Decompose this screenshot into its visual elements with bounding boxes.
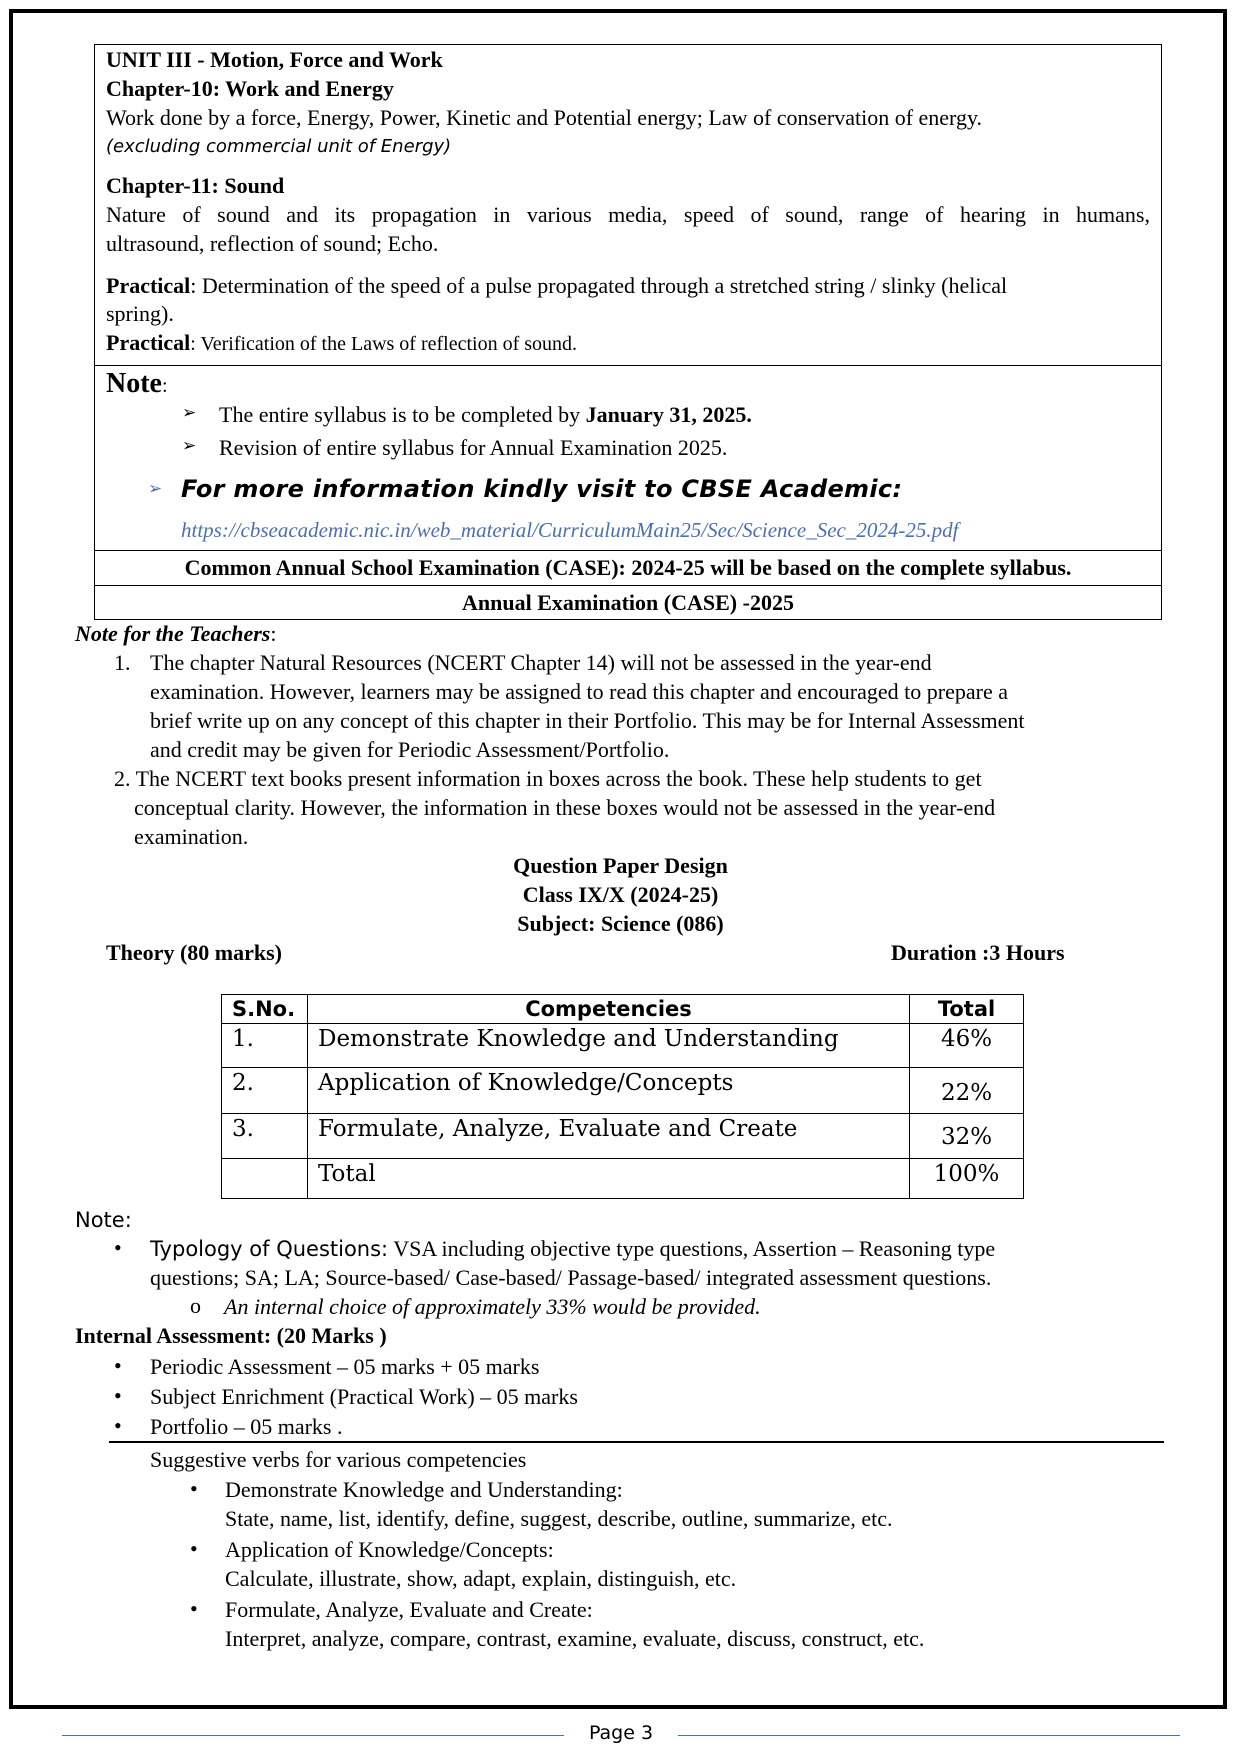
row-total: 100% xyxy=(910,1159,1024,1199)
row-number: 2. xyxy=(222,1068,308,1114)
teachers-note-1-line: The chapter Natural Resources (NCERT Chapter 14) will not be assessed in the year-end xyxy=(150,650,932,675)
chapter-11-text: Nature of sound and its propagation in various media, speed of sound, range of hearing in humans, xyxy=(106,202,1150,227)
design-title: Question Paper Design xyxy=(513,853,728,878)
chapter-11-text-cont: ultrasound, reflection of sound; Echo. xyxy=(106,231,439,256)
bullet-icon: • xyxy=(114,1413,122,1438)
note-box-heading xyxy=(106,366,168,404)
section-divider xyxy=(109,1441,1164,1443)
bullet-icon: • xyxy=(190,1476,198,1501)
cbse-info-text: For more information kindly visit to CBSE Academic: xyxy=(181,475,903,503)
practical-label: Practical xyxy=(106,273,191,298)
bullet-icon: • xyxy=(114,1383,122,1408)
arrow-bullet-icon: ➢ xyxy=(182,403,197,423)
arrow-bullet-icon: ➢ xyxy=(148,479,163,499)
bullet-icon: • xyxy=(190,1536,198,1561)
practical-1-text: : Determination of the speed of a pulse propagated through a stretched string / slinky (helical xyxy=(190,273,1008,298)
practical-label: Practical xyxy=(106,330,191,355)
row-competency: Demonstrate Knowledge and Understanding xyxy=(308,1024,910,1068)
teachers-note-heading xyxy=(75,620,276,648)
deadline-date: January 31, 2025. xyxy=(585,402,752,427)
practical-1 xyxy=(106,272,1150,300)
bullet-icon: • xyxy=(114,1235,122,1260)
table-total-row xyxy=(222,1159,1024,1199)
row-total: 22% xyxy=(910,1068,1024,1114)
arrow-bullet-icon: ➢ xyxy=(182,436,197,456)
row-competency: Total xyxy=(308,1159,910,1199)
row-competency: Formulate, Analyze, Evaluate and Create xyxy=(308,1114,910,1159)
bullet-icon: • xyxy=(114,1353,122,1378)
note-label: Note xyxy=(106,368,162,399)
note-item-deadline xyxy=(219,401,752,429)
note-item-text: The entire syllabus is to be completed by xyxy=(219,402,586,427)
footer-rule-right xyxy=(678,1735,1180,1736)
practical-2-text: : Verification of the Laws of reflection of sound. xyxy=(190,333,578,355)
internal-assessment-title: Internal Assessment: (20 Marks ) xyxy=(75,1323,387,1348)
subject-title: Subject: Science (086) xyxy=(517,911,724,936)
competencies-table xyxy=(221,994,1024,1199)
header-competencies: Competencies xyxy=(308,995,910,1024)
teachers-note-2-line: conceptual clarity. However, the information in these boxes would not be assessed in the year-end xyxy=(134,795,996,820)
note2-label: Note xyxy=(75,1208,125,1232)
internal-item: Periodic Assessment – 05 marks + 05 marks xyxy=(150,1354,540,1379)
unit-heading: UNIT III - Motion, Force and Work xyxy=(106,47,443,72)
teachers-note-1-line: and credit may be given for Periodic Assessment/Portfolio. xyxy=(150,737,670,762)
internal-item: Portfolio – 05 marks . xyxy=(150,1414,343,1439)
case-statement: Common Annual School Examination (CASE): 2024-25 will be based on the complete syllabus. xyxy=(184,555,1072,580)
verbs-list: Interpret, analyze, compare, contrast, examine, evaluate, discuss, construct, etc. xyxy=(225,1626,925,1651)
table-header-row xyxy=(222,995,1024,1024)
teachers-note-2-line: 2. The NCERT text books present information in boxes across the book. These help students to get xyxy=(114,766,982,791)
note2-colon: : xyxy=(124,1208,132,1232)
typology-line xyxy=(150,1235,995,1263)
row-number: 1. xyxy=(222,1024,308,1068)
practical-2 xyxy=(106,329,577,358)
divider xyxy=(94,365,1162,366)
table-row xyxy=(222,1114,1024,1159)
row-total: 46% xyxy=(910,1024,1024,1068)
teachers-note-label: Note for the Teachers xyxy=(75,621,271,646)
practical-1-cont: spring). xyxy=(106,301,174,326)
row-total: 32% xyxy=(910,1114,1024,1159)
sub-bullet-icon: o xyxy=(190,1293,201,1318)
teachers-note-colon: : xyxy=(270,621,277,646)
verbs-heading: Application of Knowledge/Concepts: xyxy=(225,1537,554,1562)
internal-item: Subject Enrichment (Practical Work) – 05 marks xyxy=(150,1384,578,1409)
note-colon: : xyxy=(161,375,168,397)
header-total: Total xyxy=(910,995,1024,1024)
teachers-note-1-line: examination. However, learners may be assigned to read this chapter and encouraged to prepare a xyxy=(150,679,1008,704)
typology-label: Typology of Questions: xyxy=(150,1237,389,1261)
typology-text: VSA including objective type questions, Assertion – Reasoning type xyxy=(388,1236,996,1261)
class-title: Class IX/X (2024-25) xyxy=(522,882,719,907)
row-competency: Application of Knowledge/Concepts xyxy=(308,1068,910,1114)
teachers-note-1-line: brief write up on any concept of this chapter in their Portfolio. This may be for Internal Assessment xyxy=(150,708,1025,733)
row-number xyxy=(222,1159,308,1199)
verbs-heading: Demonstrate Knowledge and Understanding: xyxy=(225,1477,623,1502)
page-number: Page 3 xyxy=(588,1722,654,1744)
verbs-list: State, name, list, identify, define, suggest, describe, outline, summarize, etc. xyxy=(225,1506,893,1531)
chapter-11-title: Chapter-11: Sound xyxy=(106,173,285,198)
chapter-10-title: Chapter-10: Work and Energy xyxy=(106,76,394,101)
table-row xyxy=(222,1068,1024,1114)
internal-choice-note: An internal choice of approximately 33% would be provided. xyxy=(224,1294,761,1319)
footer-rule-left xyxy=(62,1735,564,1736)
annual-exam-heading: Annual Examination (CASE) -2025 xyxy=(462,590,794,615)
note2-heading xyxy=(75,1206,132,1234)
duration: Duration :3 Hours xyxy=(891,940,1065,965)
cbse-academic-link[interactable]: https://cbseacademic.nic.in/web_material/CurriculumMain25/Sec/Science_Sec_2024-25.pdf xyxy=(181,518,959,542)
table-row xyxy=(222,1024,1024,1068)
chapter-10-text: Work done by a force, Energy, Power, Kinetic and Potential energy; Law of conservation of energy. xyxy=(106,105,983,130)
note-item-revision: Revision of entire syllabus for Annual Examination 2025. xyxy=(219,435,728,460)
theory-marks: Theory (80 marks) xyxy=(106,940,282,965)
bullet-icon: • xyxy=(190,1596,198,1621)
verbs-title: Suggestive verbs for various competencies xyxy=(150,1447,527,1472)
row-number: 3. xyxy=(222,1114,308,1159)
teachers-note-2-line: examination. xyxy=(134,824,249,849)
verbs-heading: Formulate, Analyze, Evaluate and Create: xyxy=(225,1597,593,1622)
typology-line-cont: questions; SA; LA; Source-based/ Case-based/ Passage-based/ integrated assessment questions. xyxy=(150,1265,992,1290)
chapter-10-note: (excluding commercial unit of Energy) xyxy=(106,136,452,157)
teachers-note-number-1: 1. xyxy=(114,650,131,675)
header-sno: S.No. xyxy=(222,995,308,1024)
verbs-list: Calculate, illustrate, show, adapt, explain, distinguish, etc. xyxy=(225,1566,737,1591)
